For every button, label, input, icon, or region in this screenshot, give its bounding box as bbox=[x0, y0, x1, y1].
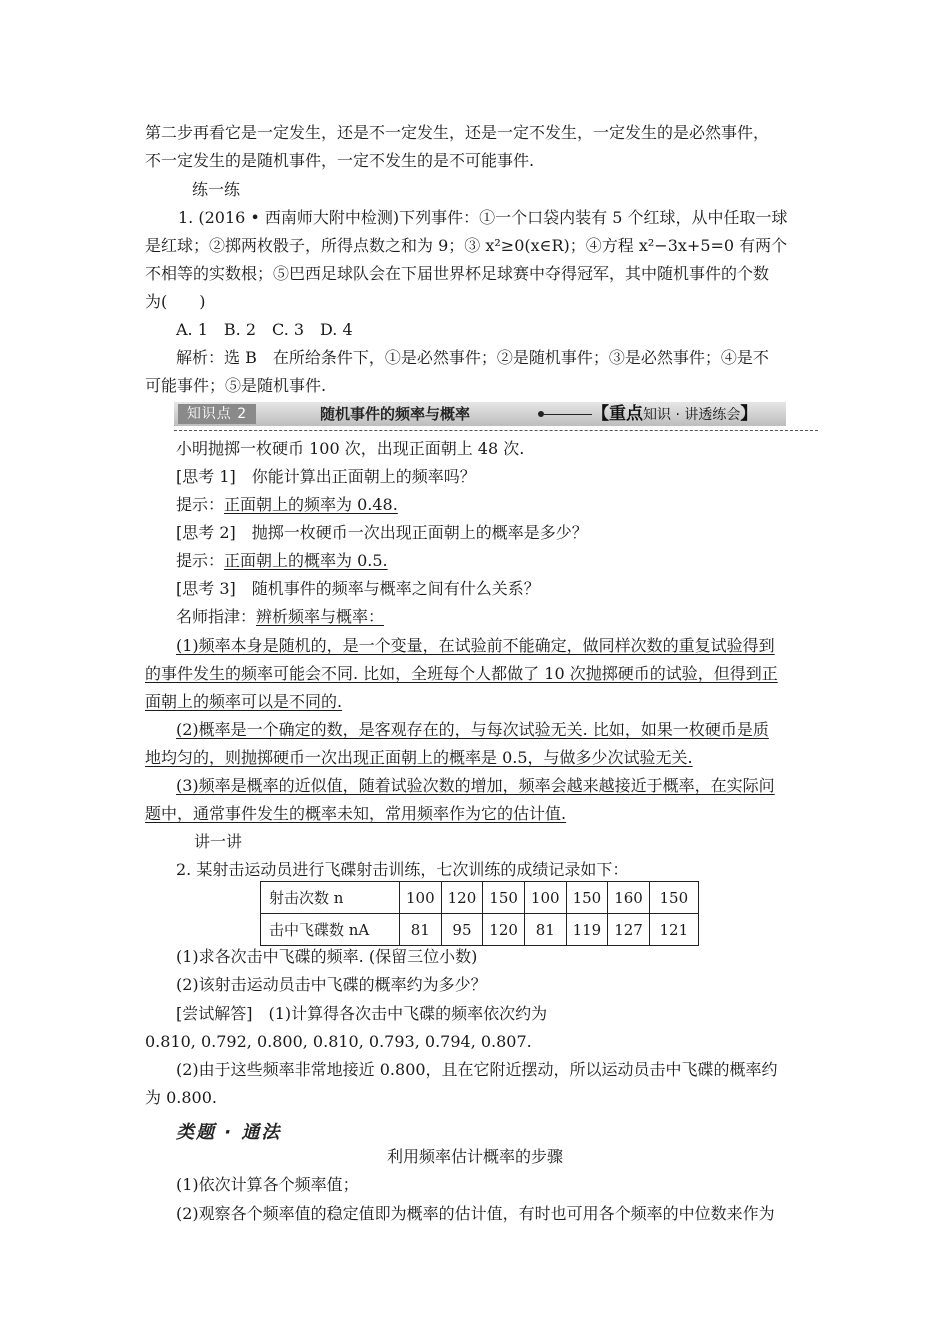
table-cell: 150 bbox=[566, 882, 608, 914]
divider bbox=[544, 414, 592, 415]
shooting-table bbox=[260, 881, 699, 946]
table-cell: 95 bbox=[441, 914, 483, 946]
subheading-lecture: 讲一讲 bbox=[194, 832, 243, 851]
table-cell: 100 bbox=[400, 882, 442, 914]
method-heading: 类题 · 通法 bbox=[176, 1122, 282, 1143]
explanation-line: 面朝上的频率可以是不同的. bbox=[145, 692, 343, 711]
section-label bbox=[592, 403, 757, 426]
table-header-cell: 射击次数 n bbox=[261, 882, 400, 914]
method-title: 利用频率估计概率的步骤 bbox=[386, 1147, 563, 1166]
teacher-text: 辨析频率与概率： bbox=[256, 607, 385, 626]
knowledge-point-tag: 知识点 2 bbox=[178, 404, 256, 424]
explanation-line: (3)频率是概率的近似值，随着试验次数的增加，频率会越来越接近于概率，在实际问 bbox=[176, 776, 775, 795]
solution-line: 0.810, 0.792, 0.800, 0.810, 0.793, 0.794, 0.807. bbox=[145, 1032, 532, 1051]
table-cell: 120 bbox=[483, 914, 525, 946]
question-2: 2. 某射击运动员进行飞碟射击训练，七次训练的成绩记录如下： bbox=[176, 860, 629, 879]
question-1-line: 1. (2016 • 西南师大附中检测)下列事件：①一个口袋内装有 5 个红球，从中任取一球 bbox=[178, 208, 788, 227]
text-line: 不一定发生的是随机事件，一定不发生的是不可能事件. bbox=[145, 151, 535, 170]
table-cell: 121 bbox=[649, 914, 698, 946]
table-cell: 127 bbox=[608, 914, 650, 946]
question-1-line: 不相等的实数根；⑤巴西足球队会在下届世界杯足球赛中夺得冠军，其中随机事件的个数 bbox=[145, 264, 770, 283]
bracket-right: 】 bbox=[740, 404, 758, 424]
hint-text: 正面朝上的概率为 0.5. bbox=[224, 551, 388, 570]
teacher-label: 名师指津： bbox=[176, 607, 257, 626]
solution-line: [尝试解答] (1)计算得各次击中飞碟的频率依次约为 bbox=[176, 1004, 548, 1023]
think-question: [思考 2] 抛掷一枚硬币一次出现正面朝上的概率是多少？ bbox=[176, 523, 588, 542]
dashed-divider bbox=[174, 430, 818, 431]
table-row bbox=[261, 914, 699, 946]
question-2-part: (1)求各次击中飞碟的频率. (保留三位小数) bbox=[176, 947, 478, 966]
question-1-line: 是红球；②掷两枚骰子，所得点数之和为 9；③ x²≥0(x∈R)；④方程 x²−3x+5=0 有两个 bbox=[145, 236, 788, 255]
explanation-line: 地均匀的，则抛掷硬币一次出现正面朝上的概率是 0.5，与做多少次试验无关. bbox=[145, 748, 693, 767]
hint-label: 提示： bbox=[176, 551, 225, 570]
table-cell: 100 bbox=[524, 882, 566, 914]
hint-label: 提示： bbox=[176, 495, 225, 514]
text-line: 第二步再看它是一定发生，还是不一定发生，还是一定不发生，一定发生的是必然事件， bbox=[145, 123, 770, 142]
explanation-line: (1)频率本身是随机的，是一个变量，在试验前不能确定，做同样次数的重复试验得到 bbox=[176, 636, 775, 655]
table-cell: 81 bbox=[400, 914, 442, 946]
table-cell: 150 bbox=[649, 882, 698, 914]
table-cell: 160 bbox=[608, 882, 650, 914]
table-row bbox=[261, 882, 699, 914]
table-cell: 81 bbox=[524, 914, 566, 946]
teacher-note bbox=[176, 606, 384, 628]
key-label: 重点 bbox=[609, 404, 643, 424]
question-1-options: A. 1 B. 2 C. 3 D. 4 bbox=[176, 320, 353, 339]
section-label-text: 知识 · 讲透练会 bbox=[643, 407, 741, 423]
table-cell: 119 bbox=[566, 914, 608, 946]
question-1-line: 为( ) bbox=[145, 292, 206, 311]
explanation-line: 的事件发生的频率可能会不同. 比如，全班每个人都做了 10 次抛掷硬币的试验，但得到正 bbox=[145, 664, 778, 683]
method-step: (2)观察各个频率值的稳定值即为概率的估计值，有时也可用各个频率的中位数来作为 bbox=[176, 1204, 775, 1223]
hint-line bbox=[176, 494, 398, 516]
table-cell: 120 bbox=[441, 882, 483, 914]
table-header-cell: 击中飞碟数 nA bbox=[261, 914, 400, 946]
explanation-line: (2)概率是一个确定的数，是客观存在的，与每次试验无关. 比如，如果一枚硬币是质 bbox=[176, 720, 769, 739]
think-question: [思考 1] 你能计算出正面朝上的频率吗？ bbox=[176, 467, 476, 486]
hint-text: 正面朝上的频率为 0.48. bbox=[224, 495, 398, 514]
answer-line: 解析：选 B 在所给条件下，①是必然事件；②是随机事件；③是必然事件；④是不 bbox=[176, 348, 769, 367]
subheading-practice: 练一练 bbox=[192, 180, 241, 199]
answer-line: 可能事件；⑤是随机事件. bbox=[145, 376, 327, 395]
question-2-part: (2)该射击运动员击中飞碟的概率约为多少？ bbox=[176, 975, 487, 994]
think-question: [思考 3] 随机事件的频率与概率之间有什么关系？ bbox=[176, 579, 540, 598]
text-line: 小明抛掷一枚硬币 100 次，出现正面朝上 48 次. bbox=[176, 439, 525, 458]
method-step: (1)依次计算各个频率值； bbox=[176, 1175, 359, 1194]
section-title: 随机事件的频率与概率 bbox=[320, 405, 471, 423]
bracket-left: 【 bbox=[592, 404, 609, 424]
explanation-line: 题中，通常事件发生的概率未知，常用频率作为它的估计值. bbox=[145, 804, 567, 823]
hint-line bbox=[176, 550, 388, 572]
table-cell: 150 bbox=[483, 882, 525, 914]
solution-line: 为 0.800. bbox=[145, 1088, 217, 1107]
solution-line: (2)由于这些频率非常地接近 0.800，且在它附近摆动，所以运动员击中飞碟的概率约 bbox=[176, 1060, 778, 1079]
